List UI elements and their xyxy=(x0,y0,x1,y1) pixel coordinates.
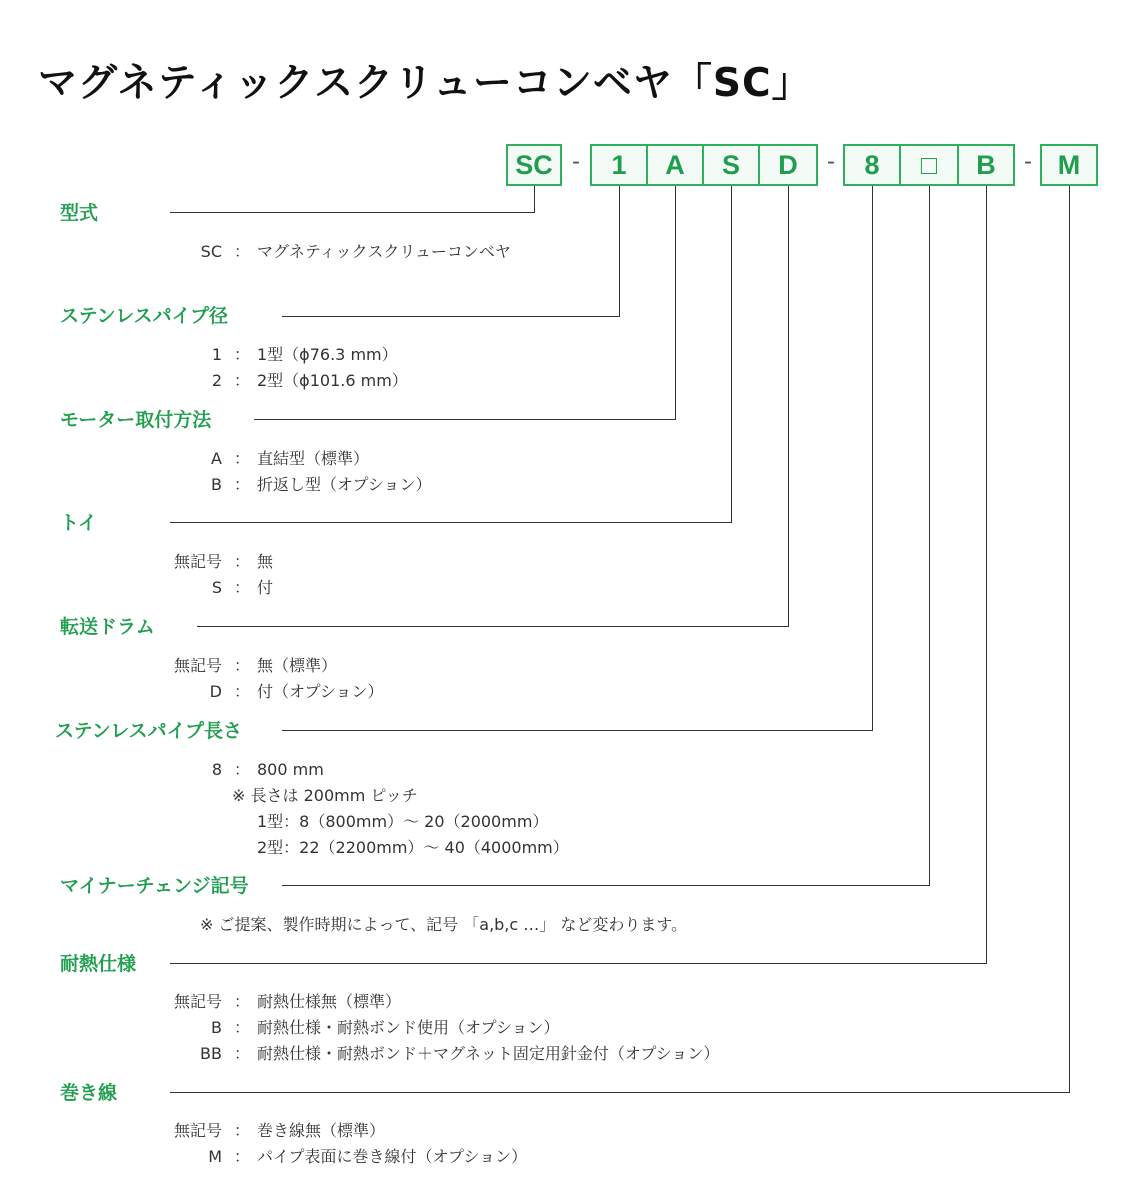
connector-vline xyxy=(1069,186,1070,1093)
connector-vline xyxy=(929,186,930,886)
section-heading: ステンレスパイプ長さ xyxy=(55,720,243,742)
connector-vline xyxy=(731,186,732,523)
option-key: 8 xyxy=(211,760,222,779)
option-key: B xyxy=(211,1018,222,1037)
code-box-sc: SC xyxy=(506,144,562,186)
option-desc: 直結型（標準） xyxy=(257,449,370,468)
option-key: M xyxy=(208,1147,222,1166)
connector-vline xyxy=(534,186,535,213)
code-box-heat-resistant: B xyxy=(957,144,1015,186)
connector-vline xyxy=(872,186,873,731)
option-separator: ： xyxy=(234,1147,251,1166)
connector-hline xyxy=(282,316,620,317)
code-box-pipe-length: 8 xyxy=(843,144,901,186)
code-box-winding: M xyxy=(1040,144,1098,186)
option-separator: ： xyxy=(234,1018,251,1037)
option-separator: ： xyxy=(234,760,251,779)
option-separator: ： xyxy=(234,449,251,468)
option-key: A xyxy=(211,449,222,468)
option-desc: 巻き線無（標準） xyxy=(257,1121,386,1140)
code-box-trough: S xyxy=(702,144,760,186)
option-key: 1 xyxy=(211,345,222,364)
option-key: 無記号 xyxy=(173,656,222,675)
option-desc: 耐熱仕様無（標準） xyxy=(257,992,402,1011)
option-separator: ： xyxy=(234,242,251,261)
option-desc: 無 xyxy=(257,552,274,571)
option-desc: 1型（ϕ76.3 mm） xyxy=(257,345,398,364)
page-title: マグネティックスクリューコンベヤ「SC」 xyxy=(38,61,812,106)
connector-hline xyxy=(170,963,987,964)
minor-change-note: ※ ご提案、製作時期によって、記号 「a,b,c …」 など変わります。 xyxy=(200,915,688,934)
option-separator: ： xyxy=(234,682,251,701)
connector-hline xyxy=(254,419,676,420)
option-key: 無記号 xyxy=(173,1121,222,1140)
connector-hline xyxy=(170,522,732,523)
connector-vline xyxy=(986,186,987,964)
option-desc: 折返し型（オプション） xyxy=(257,475,432,494)
connector-vline xyxy=(788,186,789,627)
code-dash: - xyxy=(1024,148,1032,175)
option-desc: 無（標準） xyxy=(257,656,338,675)
option-desc: 2型（ϕ101.6 mm） xyxy=(257,371,408,390)
section-heading: モーター取付方法 xyxy=(60,409,212,431)
option-key: S xyxy=(211,578,222,597)
option-desc: 耐熱仕様・耐熱ボンド使用（オプション） xyxy=(257,1018,560,1037)
code-box-pipe-diameter: 1 xyxy=(590,144,648,186)
length-range-1: 1型：8（800mm）～ 20（2000mm） xyxy=(257,812,549,831)
section-heading: トイ xyxy=(60,512,98,534)
option-separator: ： xyxy=(234,992,251,1011)
option-desc: マグネティックスクリューコンベヤ xyxy=(257,242,511,261)
section-heading: マイナーチェンジ記号 xyxy=(60,875,249,897)
option-key: 無記号 xyxy=(173,552,222,571)
option-desc: パイプ表面に巻き線付（オプション） xyxy=(257,1147,528,1166)
option-desc: 耐熱仕様・耐熱ボンド＋マグネット固定用針金付（オプション） xyxy=(257,1044,720,1063)
option-desc: 付 xyxy=(257,578,274,597)
section-heading: ステンレスパイプ径 xyxy=(60,305,229,327)
length-range-2: 2型：22（2200mm）～ 40（4000mm） xyxy=(257,838,569,857)
option-separator: ： xyxy=(234,552,251,571)
connector-hline xyxy=(170,1092,1070,1093)
option-key: B xyxy=(211,475,222,494)
code-box-minor-change: □ xyxy=(899,144,959,186)
option-separator: ： xyxy=(234,1121,251,1140)
code-dash: - xyxy=(572,148,580,175)
connector-hline xyxy=(197,626,789,627)
option-separator: ： xyxy=(234,1044,251,1063)
option-separator: ： xyxy=(234,656,251,675)
option-key: 2 xyxy=(211,371,222,390)
connector-vline xyxy=(675,186,676,420)
connector-vline xyxy=(619,186,620,317)
option-key: SC xyxy=(200,242,222,261)
connector-hline xyxy=(282,885,930,886)
code-box-transfer-drum: D xyxy=(758,144,818,186)
option-desc: 付（オプション） xyxy=(257,682,384,701)
code-box-motor-mount: A xyxy=(646,144,704,186)
option-desc: 800 mm xyxy=(257,760,324,779)
option-separator: ： xyxy=(234,345,251,364)
length-note: ※ 長さは 200mm ピッチ xyxy=(232,786,418,805)
option-separator: ： xyxy=(234,578,251,597)
connector-hline xyxy=(282,730,873,731)
option-key: 無記号 xyxy=(173,992,222,1011)
option-key: BB xyxy=(200,1044,222,1063)
option-separator: ： xyxy=(234,475,251,494)
option-separator: ： xyxy=(234,371,251,390)
section-heading: 耐熱仕様 xyxy=(60,953,137,975)
section-heading: 転送ドラム xyxy=(60,616,155,638)
section-heading: 巻き線 xyxy=(60,1082,118,1104)
connector-hline xyxy=(170,212,535,213)
code-dash: - xyxy=(827,148,835,175)
section-heading: 型式 xyxy=(60,202,99,224)
option-key: D xyxy=(209,682,222,701)
